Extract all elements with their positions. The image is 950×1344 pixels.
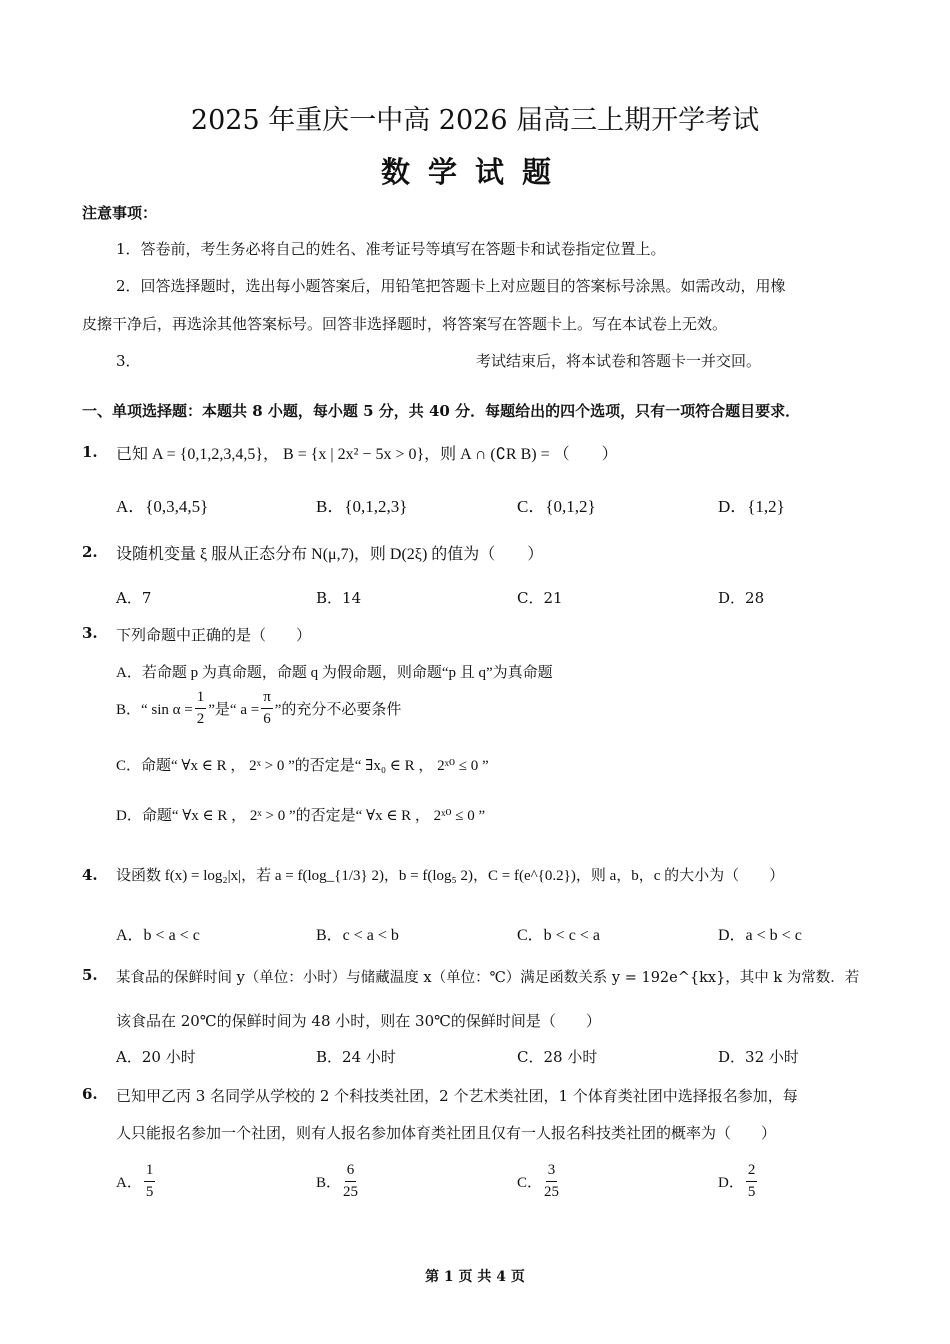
option-a: A．{0,3,4,5} bbox=[116, 497, 209, 516]
question-stem: 下列命题中正确的是（ ） bbox=[116, 626, 312, 644]
fraction-denominator: 6 bbox=[263, 711, 271, 727]
fraction bbox=[343, 1163, 358, 1200]
option-b: B．{0,1,2,3} bbox=[316, 497, 408, 516]
option-b bbox=[116, 690, 401, 727]
option-b: B．c < a < b bbox=[316, 927, 399, 944]
option-label: A． bbox=[116, 1175, 142, 1191]
option-label: D． bbox=[718, 1175, 744, 1191]
fraction-denominator: 25 bbox=[544, 1184, 560, 1200]
option-c bbox=[517, 1163, 561, 1200]
notes-heading: 注意事项： bbox=[82, 204, 158, 222]
question-stem: 设随机变量 ξ 服从正态分布 N(μ,7)，则 D(2ξ) 的值为（ ） bbox=[116, 546, 544, 563]
fraction bbox=[544, 1163, 559, 1200]
option-a: A．7 bbox=[116, 589, 152, 607]
option-b: B．24 小时 bbox=[316, 1048, 396, 1066]
page-number: 第 1 页 共 4 页 bbox=[425, 1269, 525, 1285]
fraction bbox=[261, 690, 273, 727]
question-number: 3. bbox=[82, 624, 98, 642]
option-b bbox=[316, 1163, 360, 1200]
fraction-numerator: 1 bbox=[144, 1163, 156, 1182]
option-b-middle: ”是“ a = bbox=[208, 702, 260, 718]
option-label: B． bbox=[316, 1175, 342, 1191]
note-item-3-number: 3． bbox=[116, 352, 141, 370]
fraction bbox=[144, 1163, 156, 1200]
exam-title: 2025 年重庆一中高 2026 届高三上期开学考试 bbox=[190, 105, 760, 136]
question-number: 2. bbox=[82, 543, 98, 561]
option-c: C．21 bbox=[517, 589, 563, 607]
section-heading: 一、单项选择题：本题共 8 小题，每小题 5 分，共 40 分．每题给出的四个选项，只有一项符合题目要求． bbox=[82, 402, 801, 420]
option-d bbox=[718, 1163, 759, 1200]
option-label: C． bbox=[517, 1175, 543, 1191]
question-stem: 已知甲乙丙 3 名同学从学校的 2 个科技类社团，2 个艺术类社团，1 个体育类社团中选择报名参加，每 bbox=[116, 1087, 798, 1105]
fraction-numerator: π bbox=[261, 690, 273, 709]
question-stem: 已知 A = {0,1,2,3,4,5}， B = {x | 2x² − 5x > 0}，则 A ∩ (∁R B) = （ ） bbox=[116, 446, 618, 463]
question-stem: 某食品的保鲜时间 y（单位：小时）与储藏温度 x（单位：℃）满足函数关系 y = 192e^{kx}，其中 k 为常数．若 bbox=[116, 970, 860, 986]
question-number: 4. bbox=[82, 866, 98, 884]
note-item-1: 1．答卷前，考生务必将自己的姓名、准考证号等填写在答题卡和试卷指定位置上。 bbox=[116, 240, 666, 258]
fraction-numerator: 1 bbox=[195, 690, 207, 709]
subject-title: 数学试题 bbox=[380, 155, 569, 189]
option-a: A．若命题 p 为真命题，命题 q 为假命题，则命题“p 且 q”为真命题 bbox=[116, 665, 553, 681]
option-c: C．28 小时 bbox=[517, 1048, 598, 1066]
option-d: D．a < b < c bbox=[718, 927, 802, 944]
option-b: B．14 bbox=[316, 589, 362, 607]
note-item-2-cont: 皮擦干净后，再选涂其他答案标号。回答非选择题时，将答案写在答题卡上。写在本试卷上无效。 bbox=[82, 315, 728, 333]
option-a: A．20 小时 bbox=[116, 1048, 196, 1066]
option-d: D．28 bbox=[718, 589, 765, 607]
option-a bbox=[116, 1163, 157, 1200]
fraction bbox=[195, 690, 207, 727]
fraction-denominator: 2 bbox=[196, 711, 205, 727]
option-c: C．{0,1,2} bbox=[517, 497, 596, 516]
fraction bbox=[746, 1163, 758, 1200]
fraction-numerator: 6 bbox=[345, 1163, 357, 1182]
option-d: D．命题“ ∀x ∈ R ， 2ˣ > 0 ”的否定是“ ∀x ∈ R ， 2ˣ⁰ ≤ 0 ” bbox=[116, 808, 486, 824]
fraction-numerator: 3 bbox=[546, 1163, 558, 1182]
option-c: C．b < c < a bbox=[517, 927, 600, 944]
fraction-denominator: 5 bbox=[747, 1184, 756, 1200]
option-b-prefix: B．“ sin α = bbox=[116, 702, 193, 718]
note-item-3: 考试结束后，将本试卷和答题卡一并交回。 bbox=[476, 352, 762, 370]
option-b-suffix: ”的充分不必要条件 bbox=[274, 702, 402, 718]
question-number: 1. bbox=[82, 443, 98, 461]
question-number: 5. bbox=[82, 966, 98, 984]
question-stem: 设函数 f(x) = log₂|x|，若 a = f(log_{1/3} 2)，b = f(log₅ 2)，C = f(e^{0.2})，则 a，b，c 的大小为（ ） bbox=[116, 868, 785, 884]
fraction-denominator: 25 bbox=[343, 1184, 359, 1200]
fraction-denominator: 5 bbox=[145, 1184, 154, 1200]
option-c: C．命题“ ∀x ∈ R ， 2ˣ > 0 ”的否定是“ ∃x₀ ∈ R ， 2ˣ⁰ ≤ 0 ” bbox=[116, 758, 489, 774]
question-number: 6. bbox=[82, 1085, 98, 1103]
option-a: A．b < a < c bbox=[116, 927, 200, 944]
note-item-2: 2．回答选择题时，选出每小题答案后，用铅笔把答题卡上对应题目的答案标号涂黑。如需改动，用橡 bbox=[116, 277, 786, 295]
option-d: D．32 小时 bbox=[718, 1048, 799, 1066]
option-d: D．{1,2} bbox=[718, 497, 785, 516]
question-stem-cont: 人只能报名参加一个社团，则有人报名参加体育类社团且仅有一人报名科技类社团的概率为（ ） bbox=[116, 1124, 777, 1142]
fraction-numerator: 2 bbox=[746, 1163, 758, 1182]
question-stem-cont: 该食品在 20℃的保鲜时间为 48 小时，则在 30℃的保鲜时间是（ ） bbox=[116, 1012, 601, 1030]
